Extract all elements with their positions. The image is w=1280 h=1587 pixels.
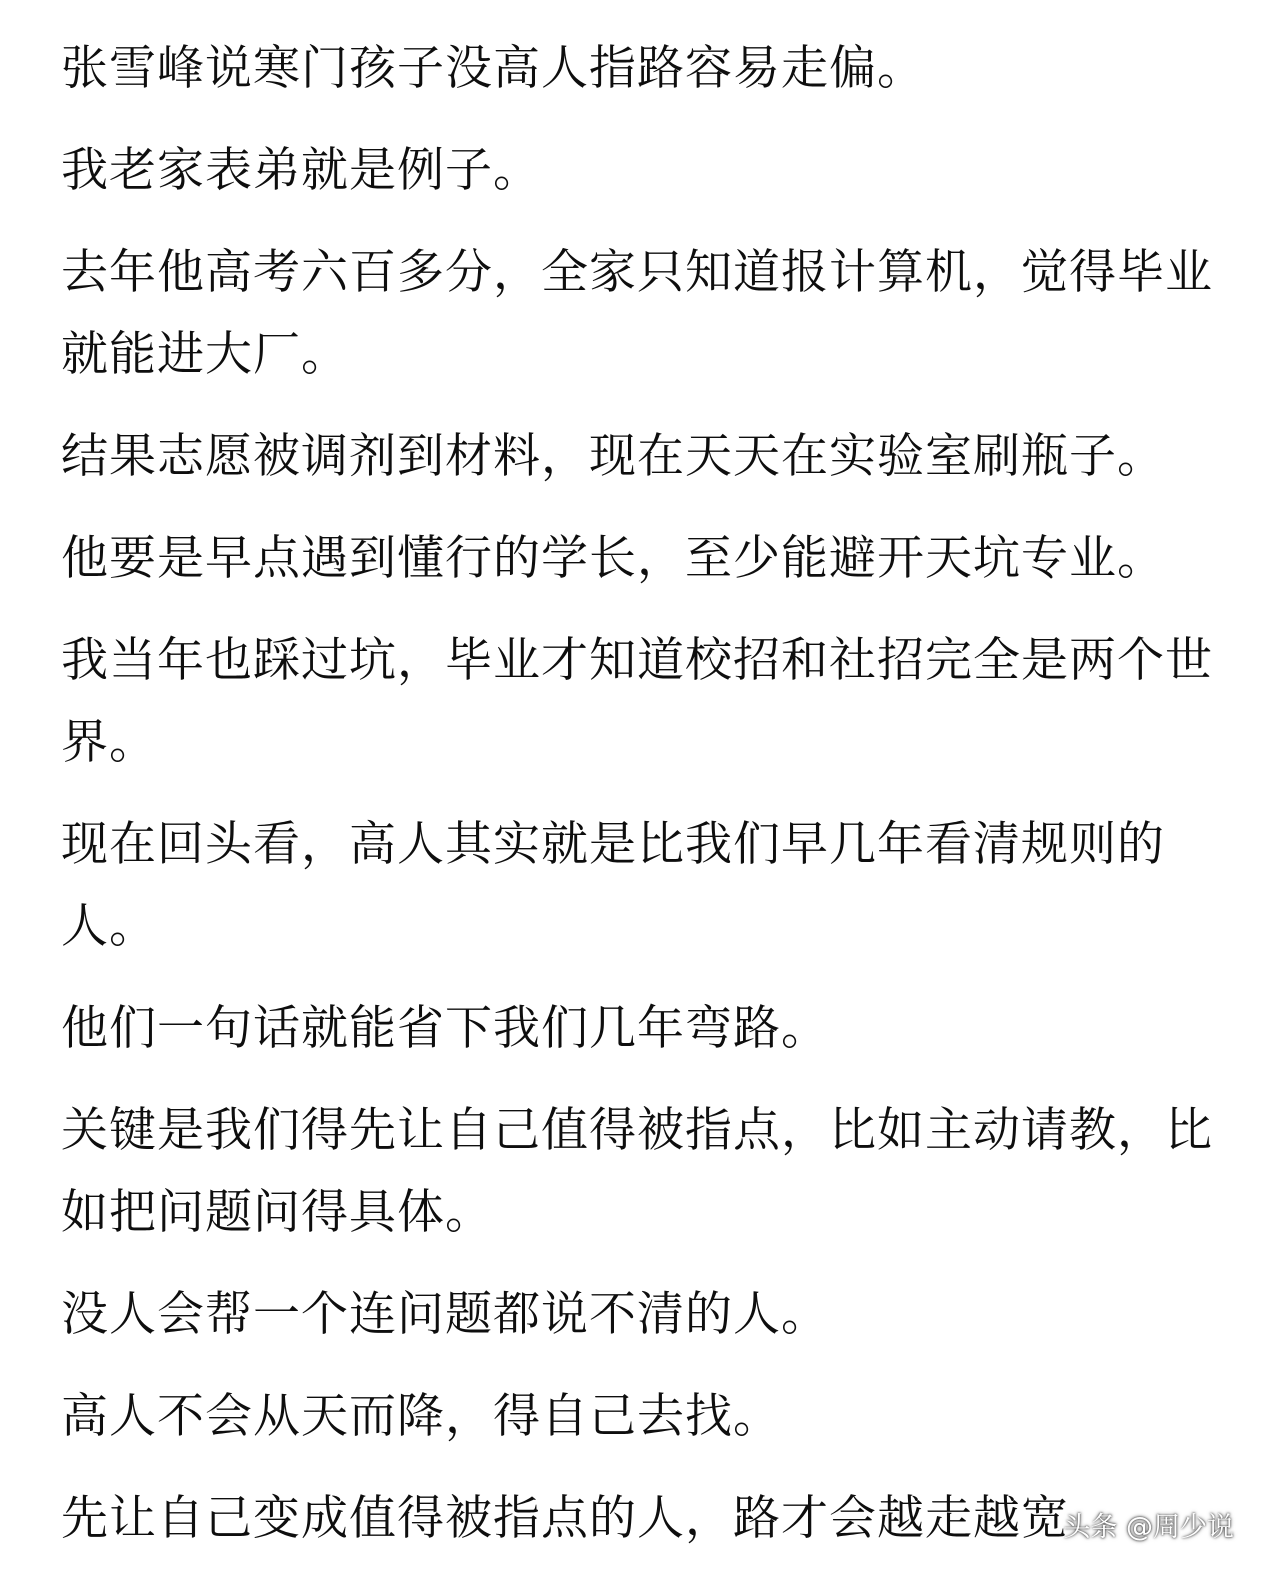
paragraph-11: 高人不会从天而降，得自己去找。 bbox=[61, 1389, 781, 1444]
paragraph-9: 关键是我们得先让自己值得被指点，比如主动请教，比如把问题问得具体。 bbox=[61, 1103, 1213, 1240]
paragraph-3: 去年他高考六百多分，全家只知道报计算机，觉得毕业就能进大厂。 bbox=[61, 245, 1213, 382]
paragraph-4: 结果志愿被调剂到材料，现在天天在实验室刷瓶子。 bbox=[61, 429, 1165, 484]
paragraph-10: 没人会帮一个连问题都说不清的人。 bbox=[61, 1287, 829, 1342]
paragraph-8: 他们一句话就能省下我们几年弯路。 bbox=[61, 1001, 829, 1056]
paragraph-7: 现在回头看，高人其实就是比我们早几年看清规则的人。 bbox=[61, 817, 1165, 954]
paragraph-1: 张雪峰说寒门孩子没高人指路容易走偏。 bbox=[61, 41, 925, 96]
paragraph-5: 他要是早点遇到懂行的学长，至少能避开天坑专业。 bbox=[61, 531, 1165, 586]
source-watermark: 头条 @周少说 bbox=[1063, 1512, 1234, 1543]
paragraph-6: 我当年也踩过坑，毕业才知道校招和社招完全是两个世界。 bbox=[61, 633, 1213, 770]
paragraph-2: 我老家表弟就是例子。 bbox=[61, 143, 541, 198]
paragraph-12: 先让自己变成值得被指点的人，路才会越走越宽 bbox=[61, 1491, 1069, 1546]
